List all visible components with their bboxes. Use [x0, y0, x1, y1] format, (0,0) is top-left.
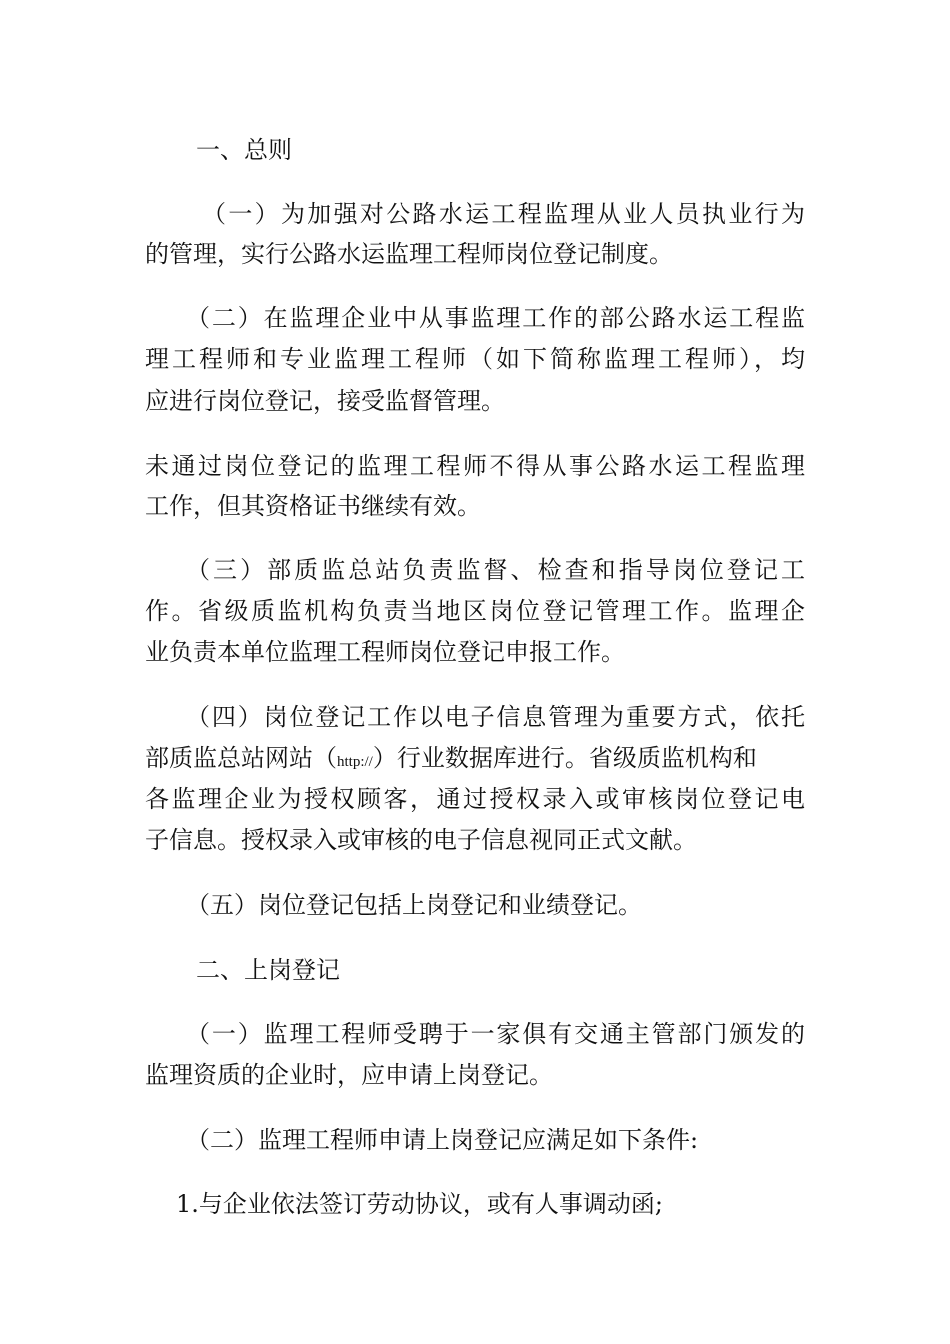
paragraph-3-line-2: 工作，但其资格证书继续有效。: [145, 492, 481, 520]
paragraph-5-line-1: （四）岗位登记工作以电子信息管理为重要方式，依托: [186, 703, 805, 731]
paragraph-2-line-1: （二）在监理企业中从事监理工作的部公路水运工程监: [186, 304, 805, 332]
paragraph-5-line-2-prefix: 部质监总站网站（: [145, 744, 337, 772]
paragraph-7-line-1: （一）监理工程师受聘于一家俱有交通主管部门颁发的: [186, 1020, 805, 1048]
paragraph-5-line-3: 各监理企业为授权顾客，通过授权录入或审核岗位登记电: [145, 785, 805, 813]
paragraph-5-line-2: [145, 746, 757, 770]
paragraph-4-line-2: 作。省级质监机构负责当地区岗位登记管理工作。监理企: [145, 597, 805, 625]
paragraph-5-line-2-suffix: ）行业数据库进行。省级质监机构和: [372, 744, 757, 772]
website-url: http://: [337, 754, 373, 770]
paragraph-4-line-1: （三）部质监总站负责监督、检查和指导岗位登记工: [186, 556, 805, 584]
paragraph-1-line-1: （一）为加强对公路水运工程监理从业人员执业行为: [202, 200, 805, 228]
paragraph-6: （五）岗位登记包括上岗登记和业绩登记。: [186, 891, 642, 919]
paragraph-2-line-2: 理工程师和专业监理工程师（如下简称监理工程师），均: [145, 345, 805, 373]
paragraph-1-line-2: 的管理，实行公路水运监理工程师岗位登记制度。: [145, 240, 673, 268]
paragraph-8: （二）监理工程师申请上岗登记应满足如下条件:: [186, 1126, 699, 1154]
paragraph-5-line-4: 子信息。授权录入或审核的电子信息视同正式文献。: [145, 826, 697, 854]
section-heading-onboarding: 二、上岗登记: [196, 956, 340, 984]
paragraph-3-line-1: 未通过岗位登记的监理工程师不得从事公路水运工程监理: [145, 452, 805, 480]
paragraph-4-line-3: 业负责本单位监理工程师岗位登记申报工作。: [145, 638, 625, 666]
paragraph-2-line-3: 应进行岗位登记，接受监督管理。: [145, 387, 505, 415]
section-heading-general: 一、总则: [196, 136, 292, 164]
list-item-1: 1.与企业依法签订劳动协议，或有人事调动函;: [176, 1190, 663, 1218]
paragraph-7-line-2: 监理资质的企业时，应申请上岗登记。: [145, 1061, 553, 1089]
